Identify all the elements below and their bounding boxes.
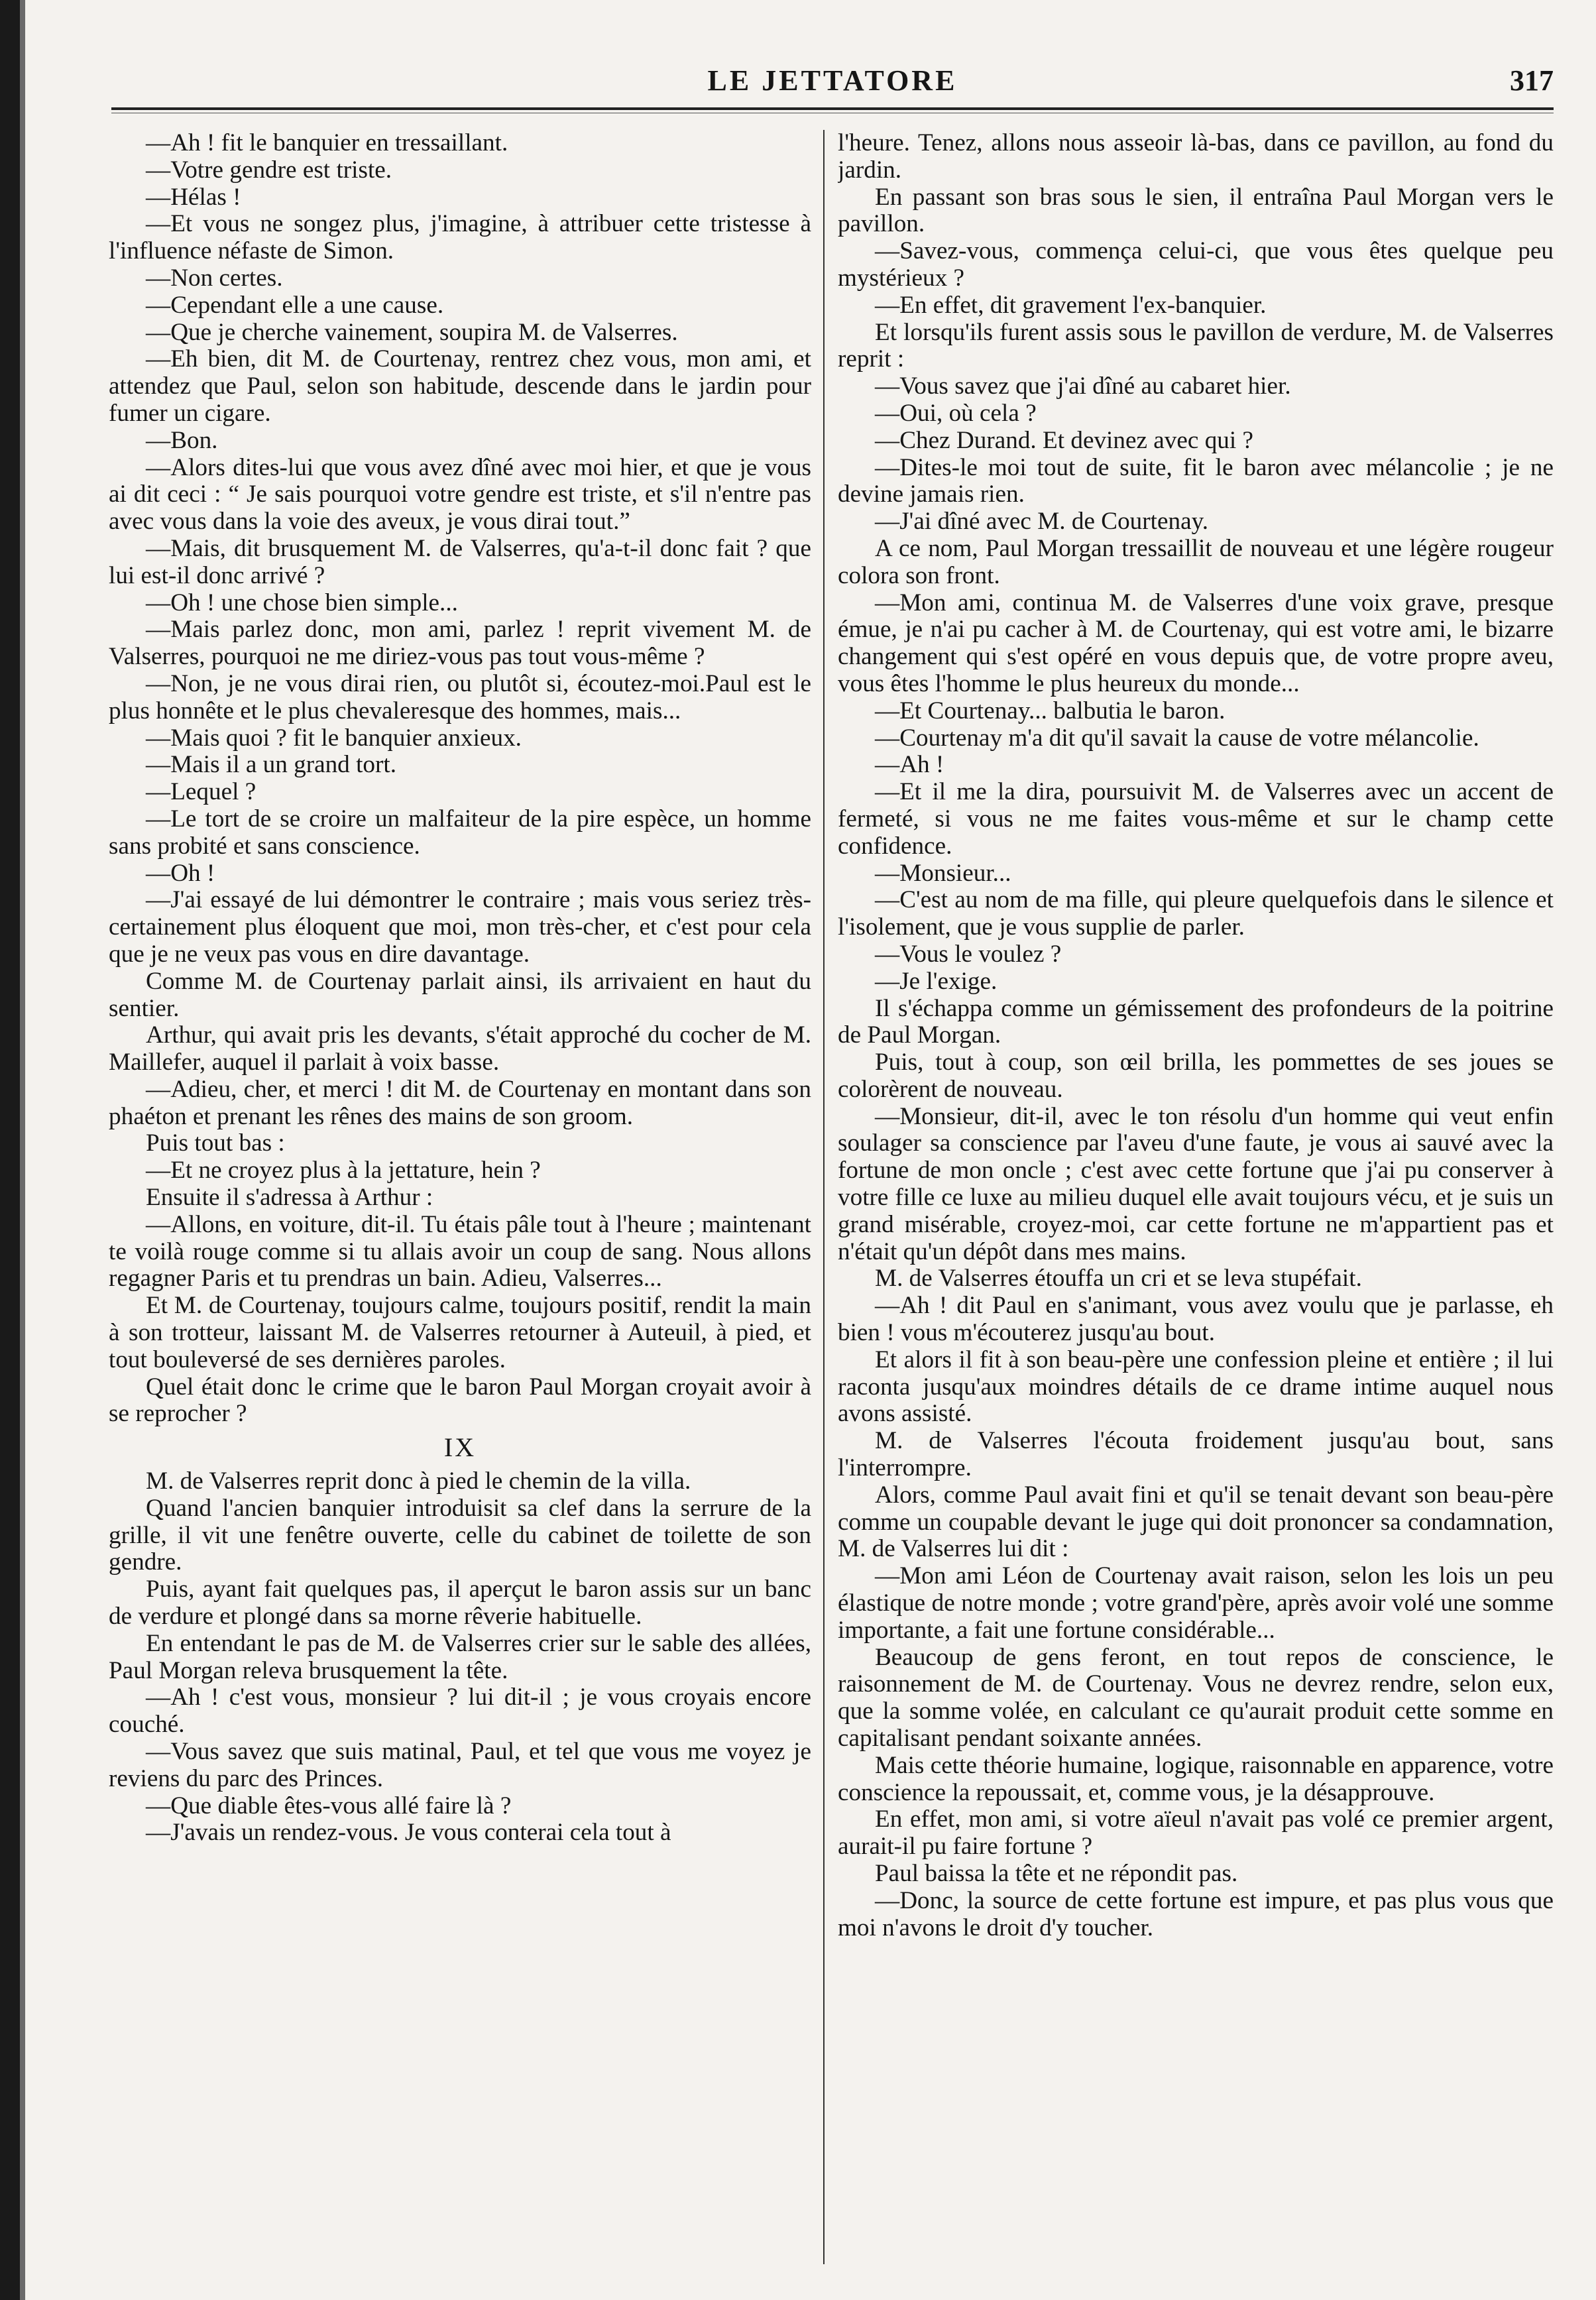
paragraph: —Ah ! dit Paul en s'animant, vous avez voulu que je parlasse, eh bien ! vous m'écouterez jusqu'au bout. bbox=[838, 1292, 1554, 1347]
paragraph: —Mais, dit brusquement M. de Valserres, qu'a-t-il donc fait ? que lui est-il donc arrivé ? bbox=[109, 534, 811, 589]
paragraph: Et lorsqu'ils furent assis sous le pavillon de verdure, M. de Valserres reprit : bbox=[838, 318, 1554, 373]
paragraph: Puis, ayant fait quelques pas, il aperçut le baron assis sur un banc de verdure et plongé dans sa morne rêverie habituelle. bbox=[109, 1576, 811, 1631]
paragraph: A ce nom, Paul Morgan tressaillit de nouveau et une légère rougeur colora son front. bbox=[838, 534, 1554, 589]
paragraph: —Que je cherche vainement, soupira M. de Valserres. bbox=[146, 318, 678, 346]
binding-gutter bbox=[0, 0, 20, 2300]
paragraph: —Courtenay m'a dit qu'il savait la cause de votre mélancolie. bbox=[875, 724, 1479, 752]
paragraph: Il s'échappa comme un gémissement des profondeurs de la poitrine de Paul Morgan. bbox=[838, 994, 1554, 1049]
paragraph: Arthur, qui avait pris les devants, s'était approché du cocher de M. Maillefer, auquel il parlait à voix basse. bbox=[109, 1021, 811, 1076]
page-header bbox=[111, 64, 1554, 106]
paragraph: Quel était donc le crime que le baron Paul Morgan croyait avoir à se reprocher ? bbox=[109, 1373, 811, 1428]
paragraph: M. de Valserres étouffa un cri et se leva stupéfait. bbox=[875, 1265, 1362, 1293]
paragraph: Comme M. de Courtenay parlait ainsi, ils arrivaient en haut du sentier. bbox=[109, 967, 811, 1022]
paragraph: —En effet, dit gravement l'ex-banquier. bbox=[875, 291, 1267, 319]
chapter-heading: IX bbox=[443, 1432, 477, 1463]
paragraph: —C'est au nom de ma fille, qui pleure quelquefois dans le silence et l'isolement, que je vous supplie de parler. bbox=[838, 886, 1554, 941]
column-divider bbox=[823, 130, 825, 2264]
paragraph: Puis, tout à coup, son œil brilla, les pommettes de ses joues se colorèrent de nouveau. bbox=[838, 1049, 1554, 1103]
paragraph: —Eh bien, dit M. de Courtenay, rentrez chez vous, mon ami, et attendez que Paul, selon son habitude, descende dans le jardin pour fumer un cigare. bbox=[109, 345, 811, 427]
paragraph: —Monsieur... bbox=[875, 859, 1011, 887]
paragraph: —Mon ami Léon de Courtenay avait raison, selon les lois un peu élastique de notre monde ; votre grand'père, après avoir volé une somme importante, a fait une fortune considérable... bbox=[838, 1562, 1554, 1644]
binding-edge bbox=[20, 0, 25, 2300]
right-column bbox=[838, 130, 1554, 2267]
paragraph: —Mon ami, continua M. de Valserres d'une voix grave, presque émue, je n'ai pu cacher à M. de Courtenay, qui est votre ami, le bizarre changement qui s'est opéré en vous depuis que, de votre propre aveu, vous êtes l'homme le plus heureux du monde... bbox=[838, 589, 1554, 697]
paragraph: M. de Valserres reprit donc à pied le chemin de la villa. bbox=[146, 1467, 691, 1495]
paragraph: —Cependant elle a une cause. bbox=[146, 291, 444, 319]
paragraph: Paul baissa la tête et ne répondit pas. bbox=[875, 1860, 1238, 1887]
paragraph: Beaucoup de gens feront, en tout repos de conscience, le raisonnement de M. de Courtenay. Vous ne devrez rendre, selon eux, que la somme volée, en calculant ce qu'aurait produit cette somme en capitalisant pendant soixante années. bbox=[838, 1643, 1554, 1753]
running-title: LE JETTATORE bbox=[707, 64, 958, 97]
paragraph: —J'ai essayé de lui démontrer le contraire ; mais vous seriez très-certainement plus éloquent que moi, mon très-cher, et c'est pour cela que je ne veux pas vous en dire davantage. bbox=[109, 886, 811, 968]
paragraph: —Hélas ! bbox=[146, 183, 241, 211]
paragraph: —Dites-le moi tout de suite, fit le baron avec mélancolie ; je ne devine jamais rien. bbox=[838, 453, 1554, 508]
paragraph: —Oui, où cela ? bbox=[875, 399, 1037, 427]
paragraph: En entendant le pas de M. de Valserres crier sur le sable des allées, Paul Morgan releva brusquement la tête. bbox=[109, 1629, 811, 1684]
paragraph: Et alors il fit à son beau-père une confession pleine et entière ; il lui raconta jusqu'aux moindres détails de ce drame intime auquel nous avons assisté. bbox=[838, 1346, 1554, 1428]
paragraph: —Ah ! fit le banquier en tressaillant. bbox=[146, 130, 508, 156]
paragraph: —Votre gendre est triste. bbox=[146, 156, 392, 184]
paragraph: —Non, je ne vous dirai rien, ou plutôt si, écoutez-moi.Paul est le plus honnête et le plus chevaleresque des hommes, mais... bbox=[109, 669, 811, 724]
paragraph: M. de Valserres l'écouta froidement jusqu'au bout, sans l'interrompre. bbox=[838, 1427, 1554, 1482]
paragraph: —Et ne croyez plus à la jettature, hein ? bbox=[146, 1157, 541, 1184]
paragraph: —Oh ! bbox=[146, 859, 215, 887]
paragraph: —Vous savez que suis matinal, Paul, et tel que vous me voyez je reviens du parc des Princes. bbox=[109, 1738, 811, 1792]
paragraph: —Monsieur, dit-il, avec le ton résolu d'un homme qui veut enfin soulager sa conscience par l'aveu d'une faute, je vous ai sauvé avec la fortune de mon oncle ; c'est avec cette fortune que j'ai pu conserver à votre fille ce luxe au milieu duquel elle avait toujours vécu, et je suis un grand misérable, croyez-moi, car cette fortune ne m'appartient pas et n'était qu'un dépôt dans mes mains. bbox=[838, 1102, 1554, 1265]
paragraph: —Ah ! bbox=[875, 751, 944, 779]
paragraph: —Mais parlez donc, mon ami, parlez ! reprit vivement M. de Valserres, pourquoi ne me diriez-vous pas tout vous-même ? bbox=[109, 616, 811, 671]
paragraph: Alors, comme Paul avait fini et qu'il se tenait devant son beau-père comme un coupable devant le juge qui doit prononcer sa condamnation, M. de Valserres lui dit : bbox=[838, 1481, 1554, 1563]
paragraph: —Ah ! c'est vous, monsieur ? lui dit-il ; je vous croyais encore couché. bbox=[109, 1684, 811, 1739]
paragraph: —Vous savez que j'ai dîné au cabaret hier. bbox=[875, 373, 1291, 400]
paragraph: —Et Courtenay... balbutia le baron. bbox=[875, 697, 1226, 724]
paragraph: —Vous le voulez ? bbox=[875, 940, 1062, 968]
paragraph: —Lequel ? bbox=[146, 778, 256, 806]
paragraph: —Mais quoi ? fit le banquier anxieux. bbox=[146, 724, 522, 752]
paragraph: Mais cette théorie humaine, logique, raisonnable en apparence, votre conscience la repoussait, et, comme vous, je la désapprouve. bbox=[838, 1751, 1554, 1806]
paragraph: —Donc, la source de cette fortune est impure, et pas plus vous que moi n'avons le droit d'y toucher. bbox=[838, 1886, 1554, 1941]
paragraph: —Mais il a un grand tort. bbox=[146, 751, 397, 779]
paragraph: —Adieu, cher, et merci ! dit M. de Courtenay en montant dans son phaéton et prenant les rênes des mains de son groom. bbox=[109, 1075, 811, 1130]
paragraph: —Je l'exige. bbox=[875, 967, 997, 995]
paragraph: —Oh ! une chose bien simple... bbox=[146, 589, 458, 616]
page-number: 317 bbox=[1510, 64, 1554, 97]
paragraph: —Alors dites-lui que vous avez dîné avec moi hier, et que je vous ai dit ceci : “ Je sais pourquoi votre gendre est triste, et s'il n'entre pas avec vous dans la voie des aveux, je vous dirai tout.” bbox=[109, 453, 811, 536]
paragraph: Puis tout bas : bbox=[146, 1129, 285, 1157]
paragraph: —Non certes. bbox=[146, 264, 283, 292]
paragraph: —Allons, en voiture, dit-il. Tu étais pâle tout à l'heure ; maintenant te voilà rouge comme si tu allais avoir un coup de sang. Nous allons regagner Paris et tu prendras un bain. Adieu, Valserres... bbox=[109, 1210, 811, 1293]
left-column bbox=[109, 130, 811, 2267]
paragraph: —Chez Durand. Et devinez avec qui ? bbox=[875, 426, 1254, 454]
paragraph: —Savez-vous, commença celui-ci, que vous êtes quelque peu mystérieux ? bbox=[838, 237, 1554, 292]
paragraph: —J'ai dîné avec M. de Courtenay. bbox=[875, 508, 1209, 536]
paragraph: En passant son bras sous le sien, il entraîna Paul Morgan vers le pavillon. bbox=[838, 183, 1554, 238]
paragraph: —Que diable êtes-vous allé faire là ? bbox=[146, 1792, 512, 1819]
paragraph: —Et il me la dira, poursuivit M. de Valserres avec un accent de fermeté, si vous ne me faites vous-même et sur le champ cette confidence. bbox=[838, 778, 1554, 860]
paragraph: l'heure. Tenez, allons nous asseoir là-bas, dans ce pavillon, au fond du jardin. bbox=[838, 130, 1554, 184]
paragraph: —Et vous ne songez plus, j'imagine, à attribuer cette tristesse à l'influence néfaste de Simon. bbox=[109, 210, 811, 265]
paragraph: En effet, mon ami, si votre aïeul n'avait pas volé ce premier argent, aurait-il pu faire fortune ? bbox=[838, 1806, 1554, 1861]
paragraph: —Le tort de se croire un malfaiteur de la pire espèce, un homme sans probité et sans conscience. bbox=[109, 805, 811, 860]
paragraph: Ensuite il s'adressa à Arthur : bbox=[146, 1184, 433, 1212]
paragraph: —J'avais un rendez-vous. Je vous conterai cela tout à bbox=[146, 1819, 671, 1847]
paragraph: —Bon. bbox=[146, 426, 218, 454]
paragraph: Quand l'ancien banquier introduisit sa clef dans la serrure de la grille, il vit une fenêtre ouverte, celle du cabinet de toilette de son gendre. bbox=[109, 1494, 811, 1576]
paragraph: Et M. de Courtenay, toujours calme, toujours positif, rendit la main à son trotteur, laissant M. de Valserres retourner à Auteuil, à pied, et tout bouleversé de ses dernières paroles. bbox=[109, 1292, 811, 1373]
header-rule bbox=[111, 107, 1554, 110]
